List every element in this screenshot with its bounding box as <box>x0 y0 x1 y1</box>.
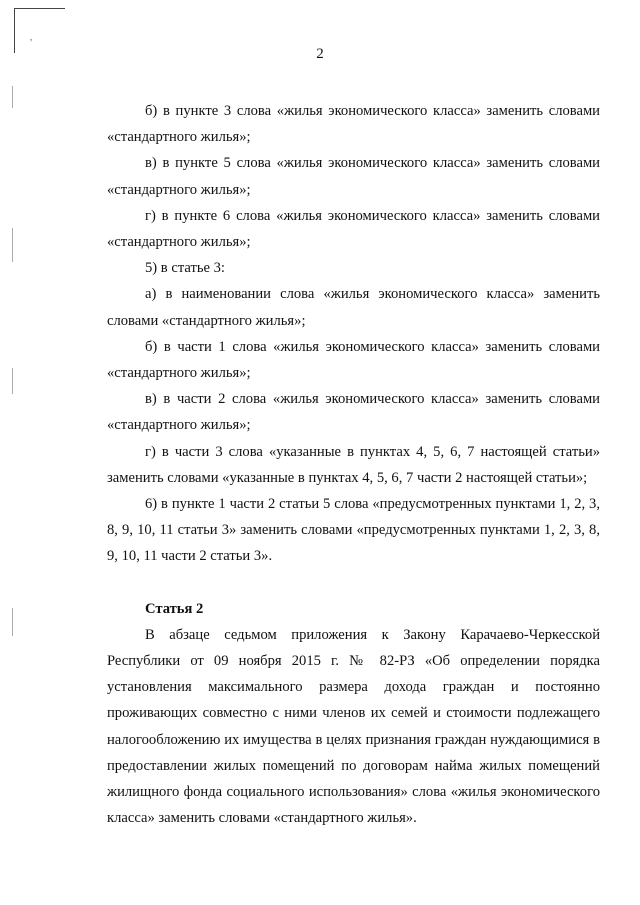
paragraph-b-point-3: б) в пункте 3 слова «жилья экономического класса» заменить словами «стандартного жилья»; <box>107 103 600 146</box>
page-number: 2 <box>316 46 324 62</box>
scan-artifact: , <box>30 32 33 42</box>
section-gap <box>107 570 600 596</box>
paragraph-v-point-5: в) в пункте 5 слова «жилья экономического класса» заменить словами «стандартного жилья»; <box>107 155 600 198</box>
scan-margin-line <box>12 86 13 108</box>
document-body <box>107 98 600 831</box>
paragraph-a-title: а) в наименовании слова «жилья экономического класса» заменить словами «стандартного жилья»; <box>107 286 600 329</box>
article-2-text: В абзаце седьмом приложения к Закону Карачаево-Черкесской Республики от 09 ноября 2015 г. № 82-РЗ «Об определении порядка установления максимального размера дохода граждан и постоянно проживающих совместно с ними членов их семей и стоимости подлежащего налогообложению их имущества в целях признания граждан нуждающимися в предоставлении жилых помещений по договорам найма жилых помещений жилищного фонда социального использования» слова «жилья экономического класса» заменить словами «стандартного жилья». <box>107 626 600 827</box>
scan-margin-line <box>12 228 13 262</box>
scan-margin-line <box>12 608 13 636</box>
article-2-heading: Статья 2 <box>145 600 204 617</box>
paragraph-b-part-1: б) в части 1 слова «жилья экономического класса» заменить словами «стандартного жилья»; <box>107 338 600 382</box>
paragraph-v-part-2: в) в части 2 слова «жилья экономического класса» заменить словами «стандартного жилья»; <box>107 391 600 434</box>
paragraph-item-6: 6) в пункте 1 части 2 статьи 5 слова «предусмотренных пунктами 1, 2, 3, 8, 9, 10, 11 статьи 3» заменить словами «предусмотренных пунктами 1, 2, 3, 8, 9, 10, 11 части 2 статьи 3». <box>107 496 600 565</box>
paragraph-g-part-3: г) в части 3 слова «указанные в пунктах 4, 5, 6, 7 настоящей статьи» заменить словами «указанные в пунктах 4, 5, 6, 7 части 2 настоящей статьи»; <box>107 443 600 486</box>
paragraph-g-point-6: г) в пункте 6 слова «жилья экономического класса» заменить словами «стандартного жилья»; <box>107 207 600 251</box>
scan-margin-line <box>12 368 13 394</box>
paragraph-item-5: 5) в статье 3: <box>145 260 225 277</box>
